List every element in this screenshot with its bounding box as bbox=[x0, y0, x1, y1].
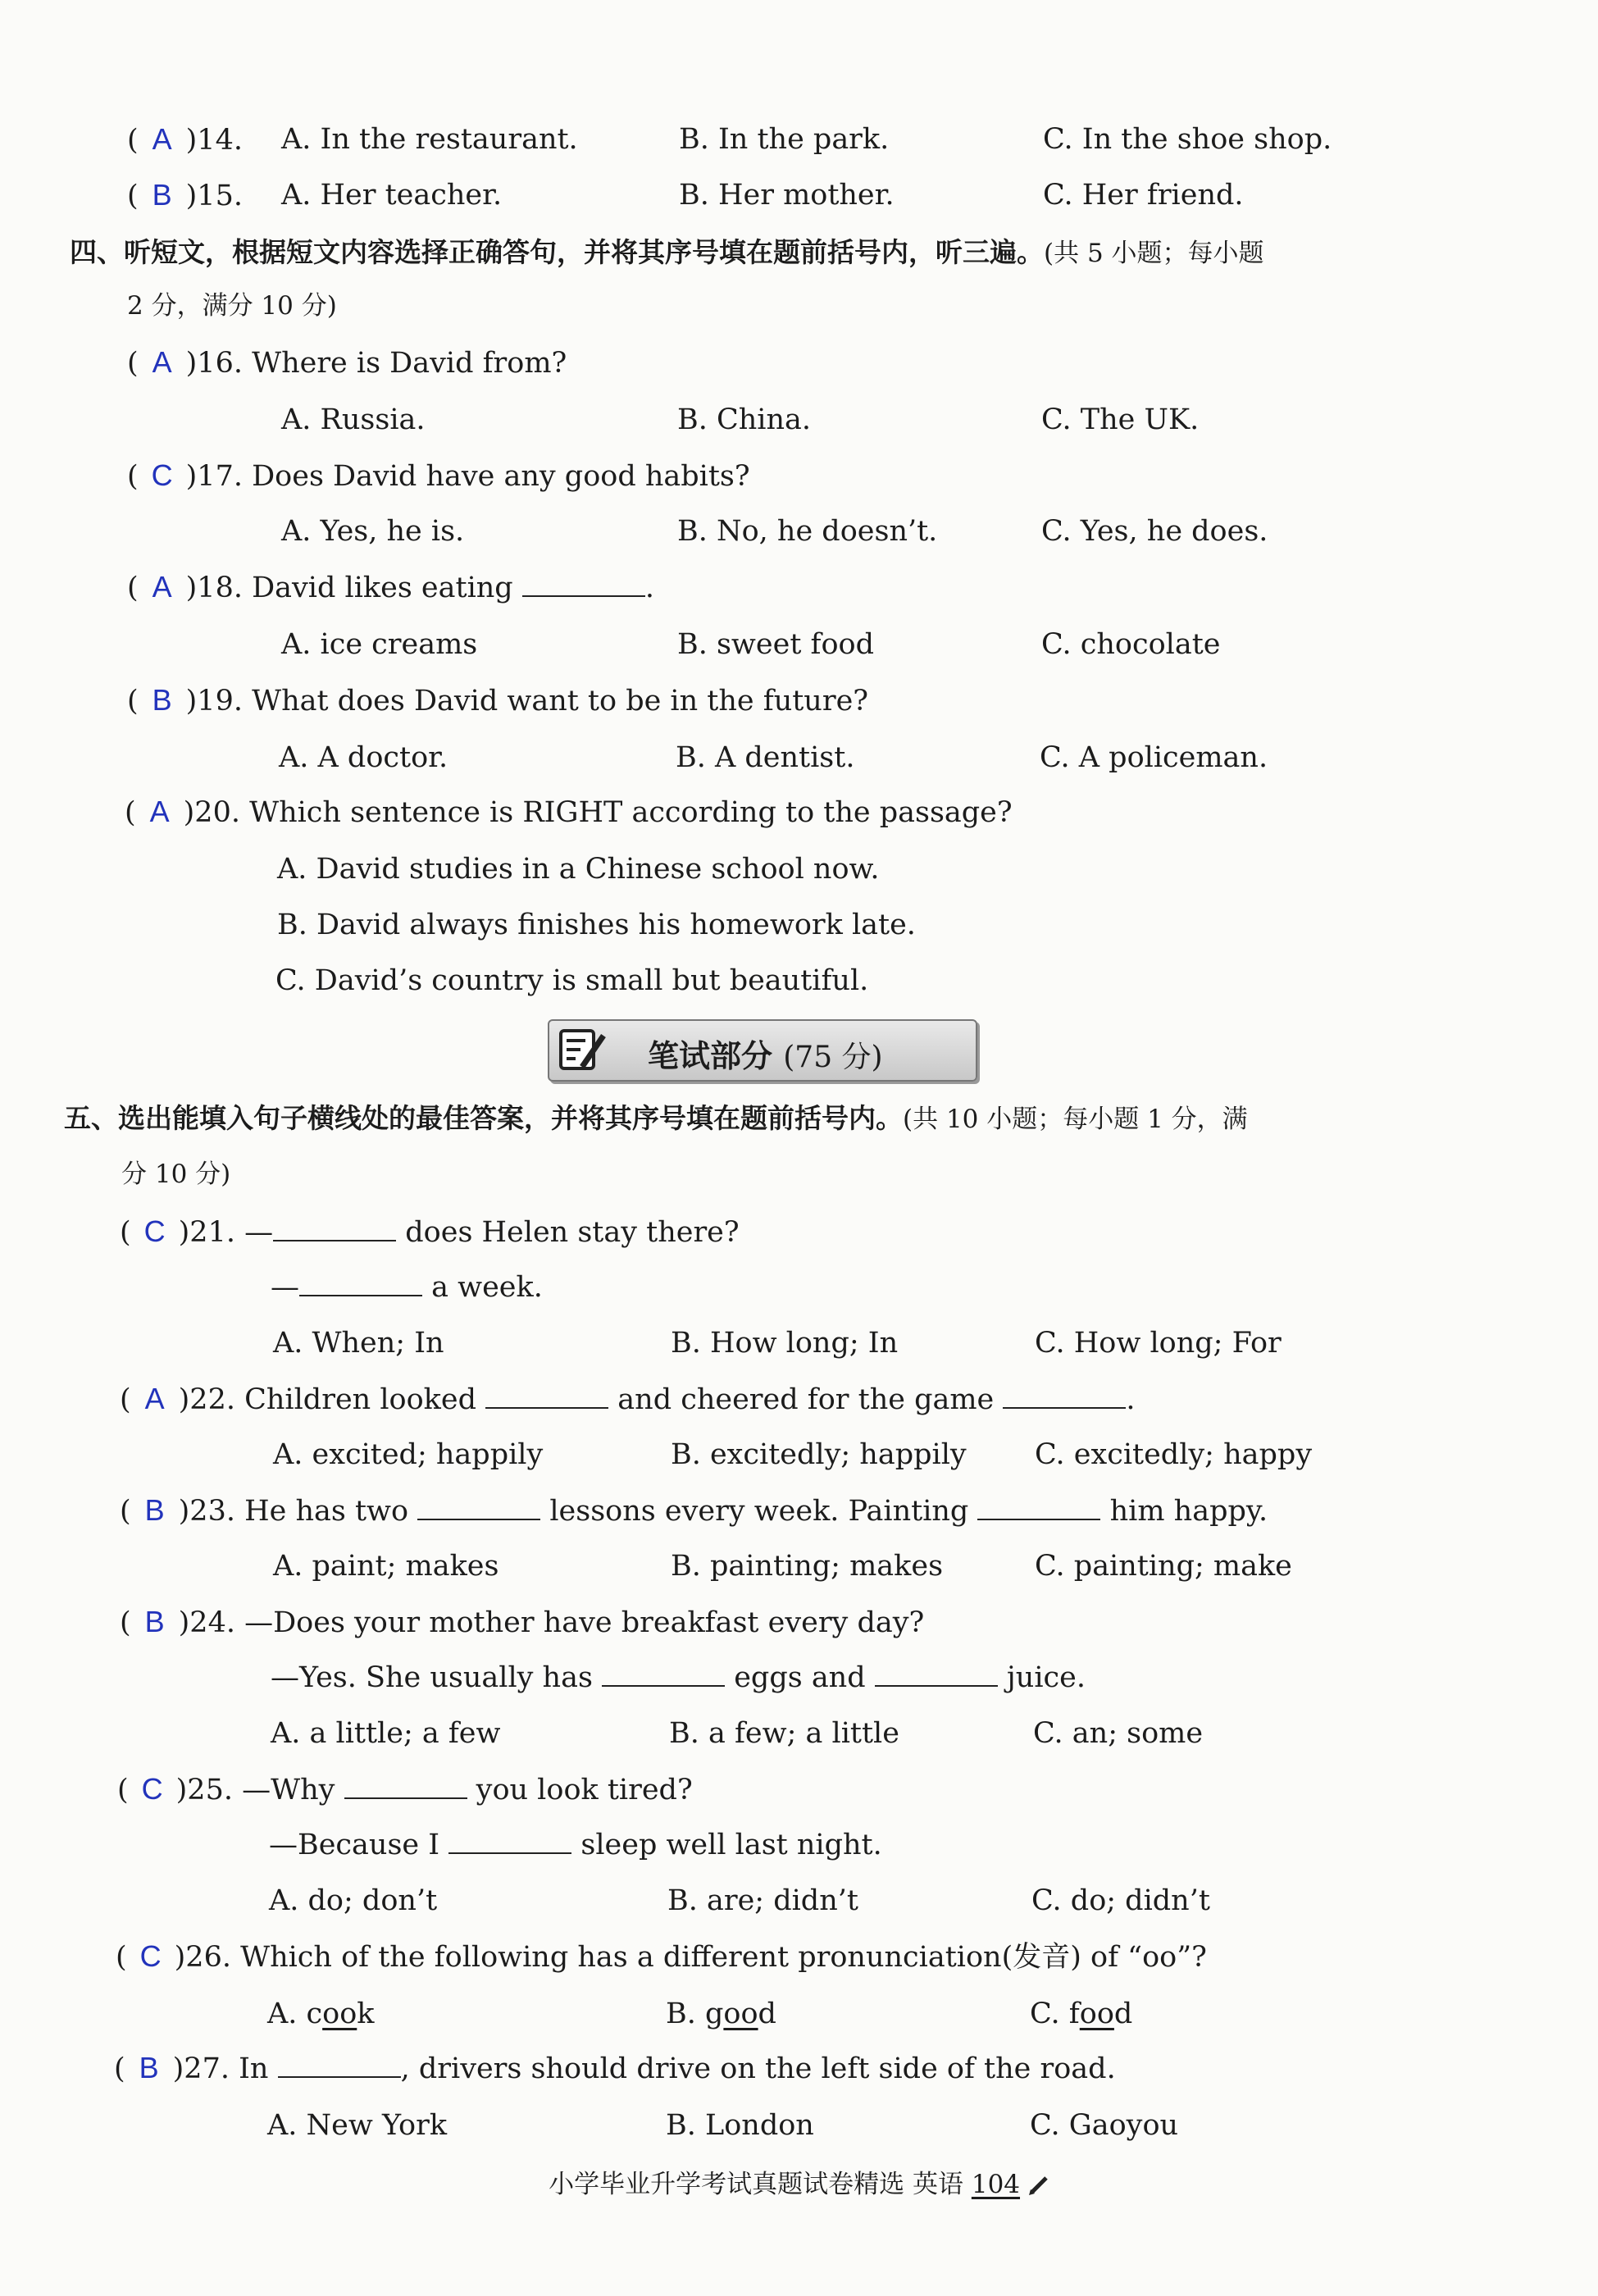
option-c: C. do; didn’t bbox=[1031, 1884, 1210, 1917]
option-a: A. David studies in a Chinese school now. bbox=[277, 853, 880, 886]
option-a: A. ice creams bbox=[281, 628, 478, 661]
question-24: ( B )24. —Does your mother have breakfast every day? bbox=[120, 1605, 925, 1639]
option-c: C. an; some bbox=[1033, 1717, 1204, 1750]
option-a: A. excited; happily bbox=[273, 1438, 544, 1471]
answer-blank bbox=[273, 1215, 396, 1241]
option-a: A. a little; a few bbox=[271, 1717, 501, 1750]
question-14: ( A )14. bbox=[127, 122, 243, 157]
option-c: C. In the shoe shop. bbox=[1043, 123, 1332, 156]
answer-blank bbox=[448, 1828, 571, 1854]
option-b: B. good bbox=[666, 1998, 776, 2030]
option-b: B. No, he doesn’t. bbox=[677, 515, 938, 548]
option-c: C. chocolate bbox=[1041, 628, 1221, 661]
answer-mark: B bbox=[139, 2051, 159, 2084]
option-c: C. How long; For bbox=[1035, 1327, 1282, 1360]
question-20: ( A )20. Which sentence is RIGHT according to the passage? bbox=[125, 795, 1013, 829]
option-b: B. are; didn’t bbox=[667, 1884, 858, 1917]
option-b: B. excitedly; happily bbox=[671, 1438, 967, 1471]
option-c: C. excitedly; happy bbox=[1035, 1438, 1313, 1471]
option-c: C. David’s country is small but beautiful. bbox=[275, 964, 869, 997]
option-c: C. Her friend. bbox=[1043, 179, 1244, 212]
option-a: A. New York bbox=[267, 2109, 448, 2142]
option-b: B. Her mother. bbox=[679, 179, 895, 212]
section-4-title: 四、听短文，根据短文内容选择正确答句，并将其序号填在题前括号内，听三遍。(共 5 小题；每小题 bbox=[70, 236, 1264, 268]
option-b: B. David always finishes his homework late. bbox=[277, 909, 916, 941]
page-number: 104 bbox=[971, 2170, 1021, 2199]
answer-blank bbox=[417, 1494, 540, 1520]
option-b: B. How long; In bbox=[671, 1327, 899, 1360]
question-16: ( A )16. Where is David from? bbox=[127, 345, 567, 380]
option-b: B. London bbox=[666, 2109, 814, 2142]
question-21: ( C )21. — does Helen stay there? bbox=[120, 1214, 740, 1249]
option-b: B. painting; makes bbox=[671, 1550, 944, 1583]
option-c: C. food bbox=[1030, 1998, 1133, 2030]
answer-blank bbox=[602, 1660, 725, 1687]
section-4-note: 2 分，满分 10 分) bbox=[127, 291, 337, 321]
answer-mark: A bbox=[152, 122, 172, 156]
option-b: B. China. bbox=[677, 403, 812, 436]
answer-blank bbox=[977, 1494, 1100, 1520]
option-b: B. sweet food bbox=[677, 628, 875, 661]
option-a: A. In the restaurant. bbox=[281, 123, 578, 156]
answer-mark: C bbox=[143, 1214, 166, 1248]
option-a: A. When; In bbox=[273, 1327, 444, 1360]
option-a: A. cook bbox=[267, 1998, 375, 2030]
option-b: B. A dentist. bbox=[676, 741, 855, 774]
answer-mark: B bbox=[144, 1493, 165, 1527]
answer-blank bbox=[344, 1773, 467, 1799]
option-a: A. Russia. bbox=[281, 403, 426, 436]
question-25: ( C )25. —Why you look tired? bbox=[117, 1772, 693, 1806]
option-c: C. Gaoyou bbox=[1030, 2109, 1179, 2142]
answer-blank bbox=[1003, 1383, 1126, 1409]
answer-mark: A bbox=[152, 345, 172, 379]
question-23: ( B )23. He has two lessons every week. Painting him happy. bbox=[120, 1493, 1268, 1528]
option-c: C. The UK. bbox=[1041, 403, 1200, 436]
page-footer bbox=[0, 2163, 1598, 2200]
option-a: A. Her teacher. bbox=[281, 179, 503, 212]
answer-blank bbox=[485, 1383, 608, 1409]
answer-blank bbox=[278, 2052, 401, 2078]
option-b: B. a few; a little bbox=[669, 1717, 899, 1750]
footer-title: 小学毕业升学考试真题试卷精选 英语 bbox=[549, 2170, 963, 2199]
answer-mark: A bbox=[149, 795, 170, 828]
question-26: ( C )26. Which of the following has a different pronunciation(发音) of “oo”? bbox=[116, 1939, 1207, 1974]
question-24-reply: —Yes. She usually has eggs and juice. bbox=[271, 1661, 1086, 1694]
answer-mark: B bbox=[144, 1605, 165, 1638]
section-5-title: 五、选出能填入句子横线处的最佳答案，并将其序号填在题前括号内。(共 10 小题；每小题 1 分，满 bbox=[64, 1102, 1248, 1134]
question-21-reply: — a week. bbox=[271, 1271, 543, 1304]
written-section-banner bbox=[548, 1019, 977, 1082]
question-18: ( A )18. David likes eating . bbox=[127, 570, 654, 604]
answer-mark: B bbox=[152, 683, 172, 717]
answer-mark: C bbox=[139, 1939, 162, 1973]
banner-title: 笔试部分 bbox=[648, 1038, 773, 1074]
answer-mark: A bbox=[152, 570, 172, 604]
answer-blank bbox=[522, 571, 645, 597]
option-c: C. A policeman. bbox=[1040, 741, 1268, 774]
question-25-reply: —Because I sleep well last night. bbox=[269, 1829, 882, 1861]
option-c: C. painting; make bbox=[1035, 1550, 1292, 1583]
pencil-notes-icon bbox=[558, 1027, 608, 1072]
answer-mark: C bbox=[141, 1772, 163, 1806]
option-a: A. do; don’t bbox=[269, 1884, 438, 1917]
question-22: ( A )22. Children looked and cheered for the game . bbox=[120, 1382, 1136, 1416]
option-b: B. In the park. bbox=[679, 123, 890, 156]
banner-points: (75 分) bbox=[783, 1041, 883, 1074]
option-a: A. A doctor. bbox=[279, 741, 448, 774]
answer-blank bbox=[299, 1270, 422, 1296]
question-27: ( B )27. In , drivers should drive on the left side of the road. bbox=[114, 2051, 1116, 2085]
question-19: ( B )19. What does David want to be in the future? bbox=[127, 683, 869, 718]
question-17: ( C )17. Does David have any good habits? bbox=[127, 458, 750, 493]
answer-blank bbox=[875, 1660, 998, 1687]
pencil-icon bbox=[1028, 2175, 1049, 2196]
option-c: C. Yes, he does. bbox=[1041, 515, 1268, 548]
section-5-note: 分 10 分) bbox=[121, 1159, 231, 1189]
question-15: ( B )15. bbox=[127, 178, 243, 212]
answer-mark: C bbox=[151, 458, 173, 492]
option-a: A. Yes, he is. bbox=[281, 515, 465, 548]
answer-mark: B bbox=[152, 178, 172, 212]
answer-mark: A bbox=[144, 1382, 165, 1415]
option-a: A. paint; makes bbox=[273, 1550, 499, 1583]
